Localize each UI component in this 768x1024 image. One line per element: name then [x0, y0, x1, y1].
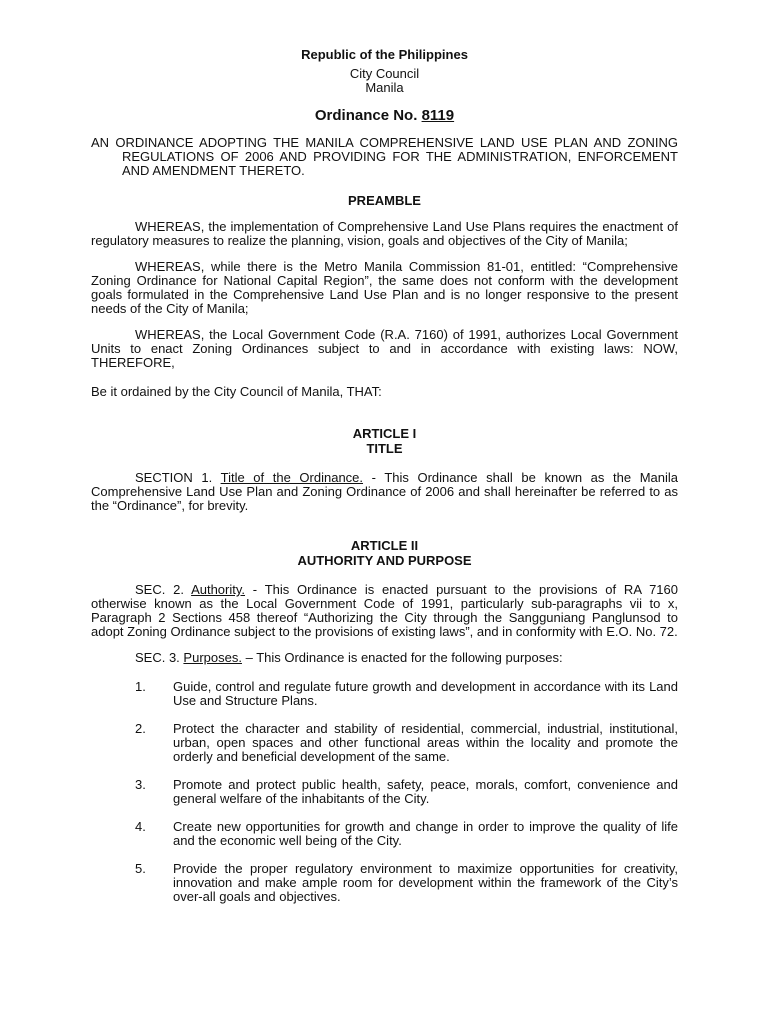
list-item	[91, 680, 678, 708]
list-item	[91, 722, 678, 764]
section-1-paragraph	[91, 471, 678, 513]
list-item	[91, 862, 678, 904]
council-heading: City Council	[349, 66, 420, 81]
section-3-prefix: SEC. 3.	[135, 650, 184, 665]
list-item-text: Provide the proper regulatory environment to maximize opportunities for creativity, innovation and make ample room for development within the framework of the City’s over-all goals and objectives.	[173, 861, 678, 904]
section-1-prefix: SECTION 1.	[135, 470, 221, 485]
list-item-number: 3.	[135, 777, 146, 792]
section-1-body: - This Ordinance shall be known as the Manila Comprehensive Land Use Plan and Zoning Ordinance of 2006 and shall hereinafter be referred to as the “Ordinance”, for brevity.	[91, 470, 678, 513]
list-item-number: 1.	[135, 679, 146, 694]
list-item	[91, 778, 678, 806]
ordinance-number: 8119	[421, 107, 455, 124]
article-1-title: TITLE	[366, 441, 403, 456]
section-3-heading: Purposes.	[183, 650, 242, 665]
city-heading: Manila	[365, 80, 404, 95]
list-item-text: Guide, control and regulate future growth and development in accordance with its Land Use and Structure Plans.	[173, 679, 678, 708]
preamble-heading: PREAMBLE	[348, 193, 421, 208]
section-3-paragraph	[91, 651, 678, 665]
whereas-paragraph-2: WHEREAS, while there is the Metro Manila Commission 81-01, entitled: “Comprehensive Zoning Ordinance for National Capital Region”, the same does not conform with the development goals formulated in the Comprehensive Land Use Plan and is no longer responsive to the present needs of the City of Manila;	[91, 259, 678, 316]
document-body	[91, 48, 678, 918]
whereas-paragraph-3: WHEREAS, the Local Government Code (R.A. 7160) of 1991, authorizes Local Government Units to enact Zoning Ordinances subject to and in accordance with existing laws: NOW, THEREFORE,	[91, 327, 678, 370]
republic-heading: Republic of the Philippines	[301, 47, 468, 62]
list-item-text: Promote and protect public health, safety, peace, morals, comfort, convenience and general welfare of the inhabitants of the City.	[173, 777, 678, 806]
section-2-heading: Authority.	[191, 582, 246, 597]
list-item-number: 4.	[135, 819, 146, 834]
section-2-body: - This Ordinance is enacted pursuant to the provisions of RA 7160 otherwise known as the Local Government Code of 1991, particularly sub-paragraphs vii to x, Paragraph 2 Sections 458 thereof “Authorizing the City through the Sangguniang Panglunsod to adopt Zoning Ordinance subject to the provisions of existing laws”, and in conformity with E.O. No. 72.	[91, 582, 678, 639]
article-2-title: AUTHORITY AND PURPOSE	[297, 553, 472, 568]
purposes-list	[91, 680, 678, 904]
ordained-clause: Be it ordained by the City Council of Manila, THAT:	[91, 384, 382, 399]
section-1-heading: Title of the Ordinance.	[220, 470, 364, 485]
ordinance-intro: AN ORDINANCE ADOPTING THE MANILA COMPREHENSIVE LAND USE PLAN AND ZONING REGULATIONS OF 2006 AND PROVIDING FOR THE ADMINISTRATION, ENFORCEMENT AND AMENDMENT THERETO.	[91, 135, 678, 178]
section-3-body: – This Ordinance is enacted for the following purposes:	[241, 650, 563, 665]
section-2-prefix: SEC. 2.	[135, 582, 192, 597]
list-item-text: Protect the character and stability of residential, commercial, industrial, institutional, urban, open spaces and other functional areas within the locality and promote the orderly and beneficial development of the same.	[173, 721, 678, 764]
list-item-number: 2.	[135, 721, 146, 736]
ordinance-title	[91, 107, 678, 124]
list-item-text: Create new opportunities for growth and change in order to improve the quality of life and the economic well being of the City.	[173, 819, 678, 848]
list-item	[91, 820, 678, 848]
article-2-label: ARTICLE II	[350, 538, 419, 553]
section-2-paragraph	[91, 583, 678, 639]
whereas-paragraph-1: WHEREAS, the implementation of Comprehensive Land Use Plans requires the enactment of regulatory measures to realize the planning, vision, goals and objectives of the City of Manila;	[91, 219, 678, 248]
ordinance-label: Ordinance No.	[314, 107, 422, 124]
list-item-number: 5.	[135, 861, 146, 876]
article-1-label: ARTICLE I	[352, 426, 417, 441]
